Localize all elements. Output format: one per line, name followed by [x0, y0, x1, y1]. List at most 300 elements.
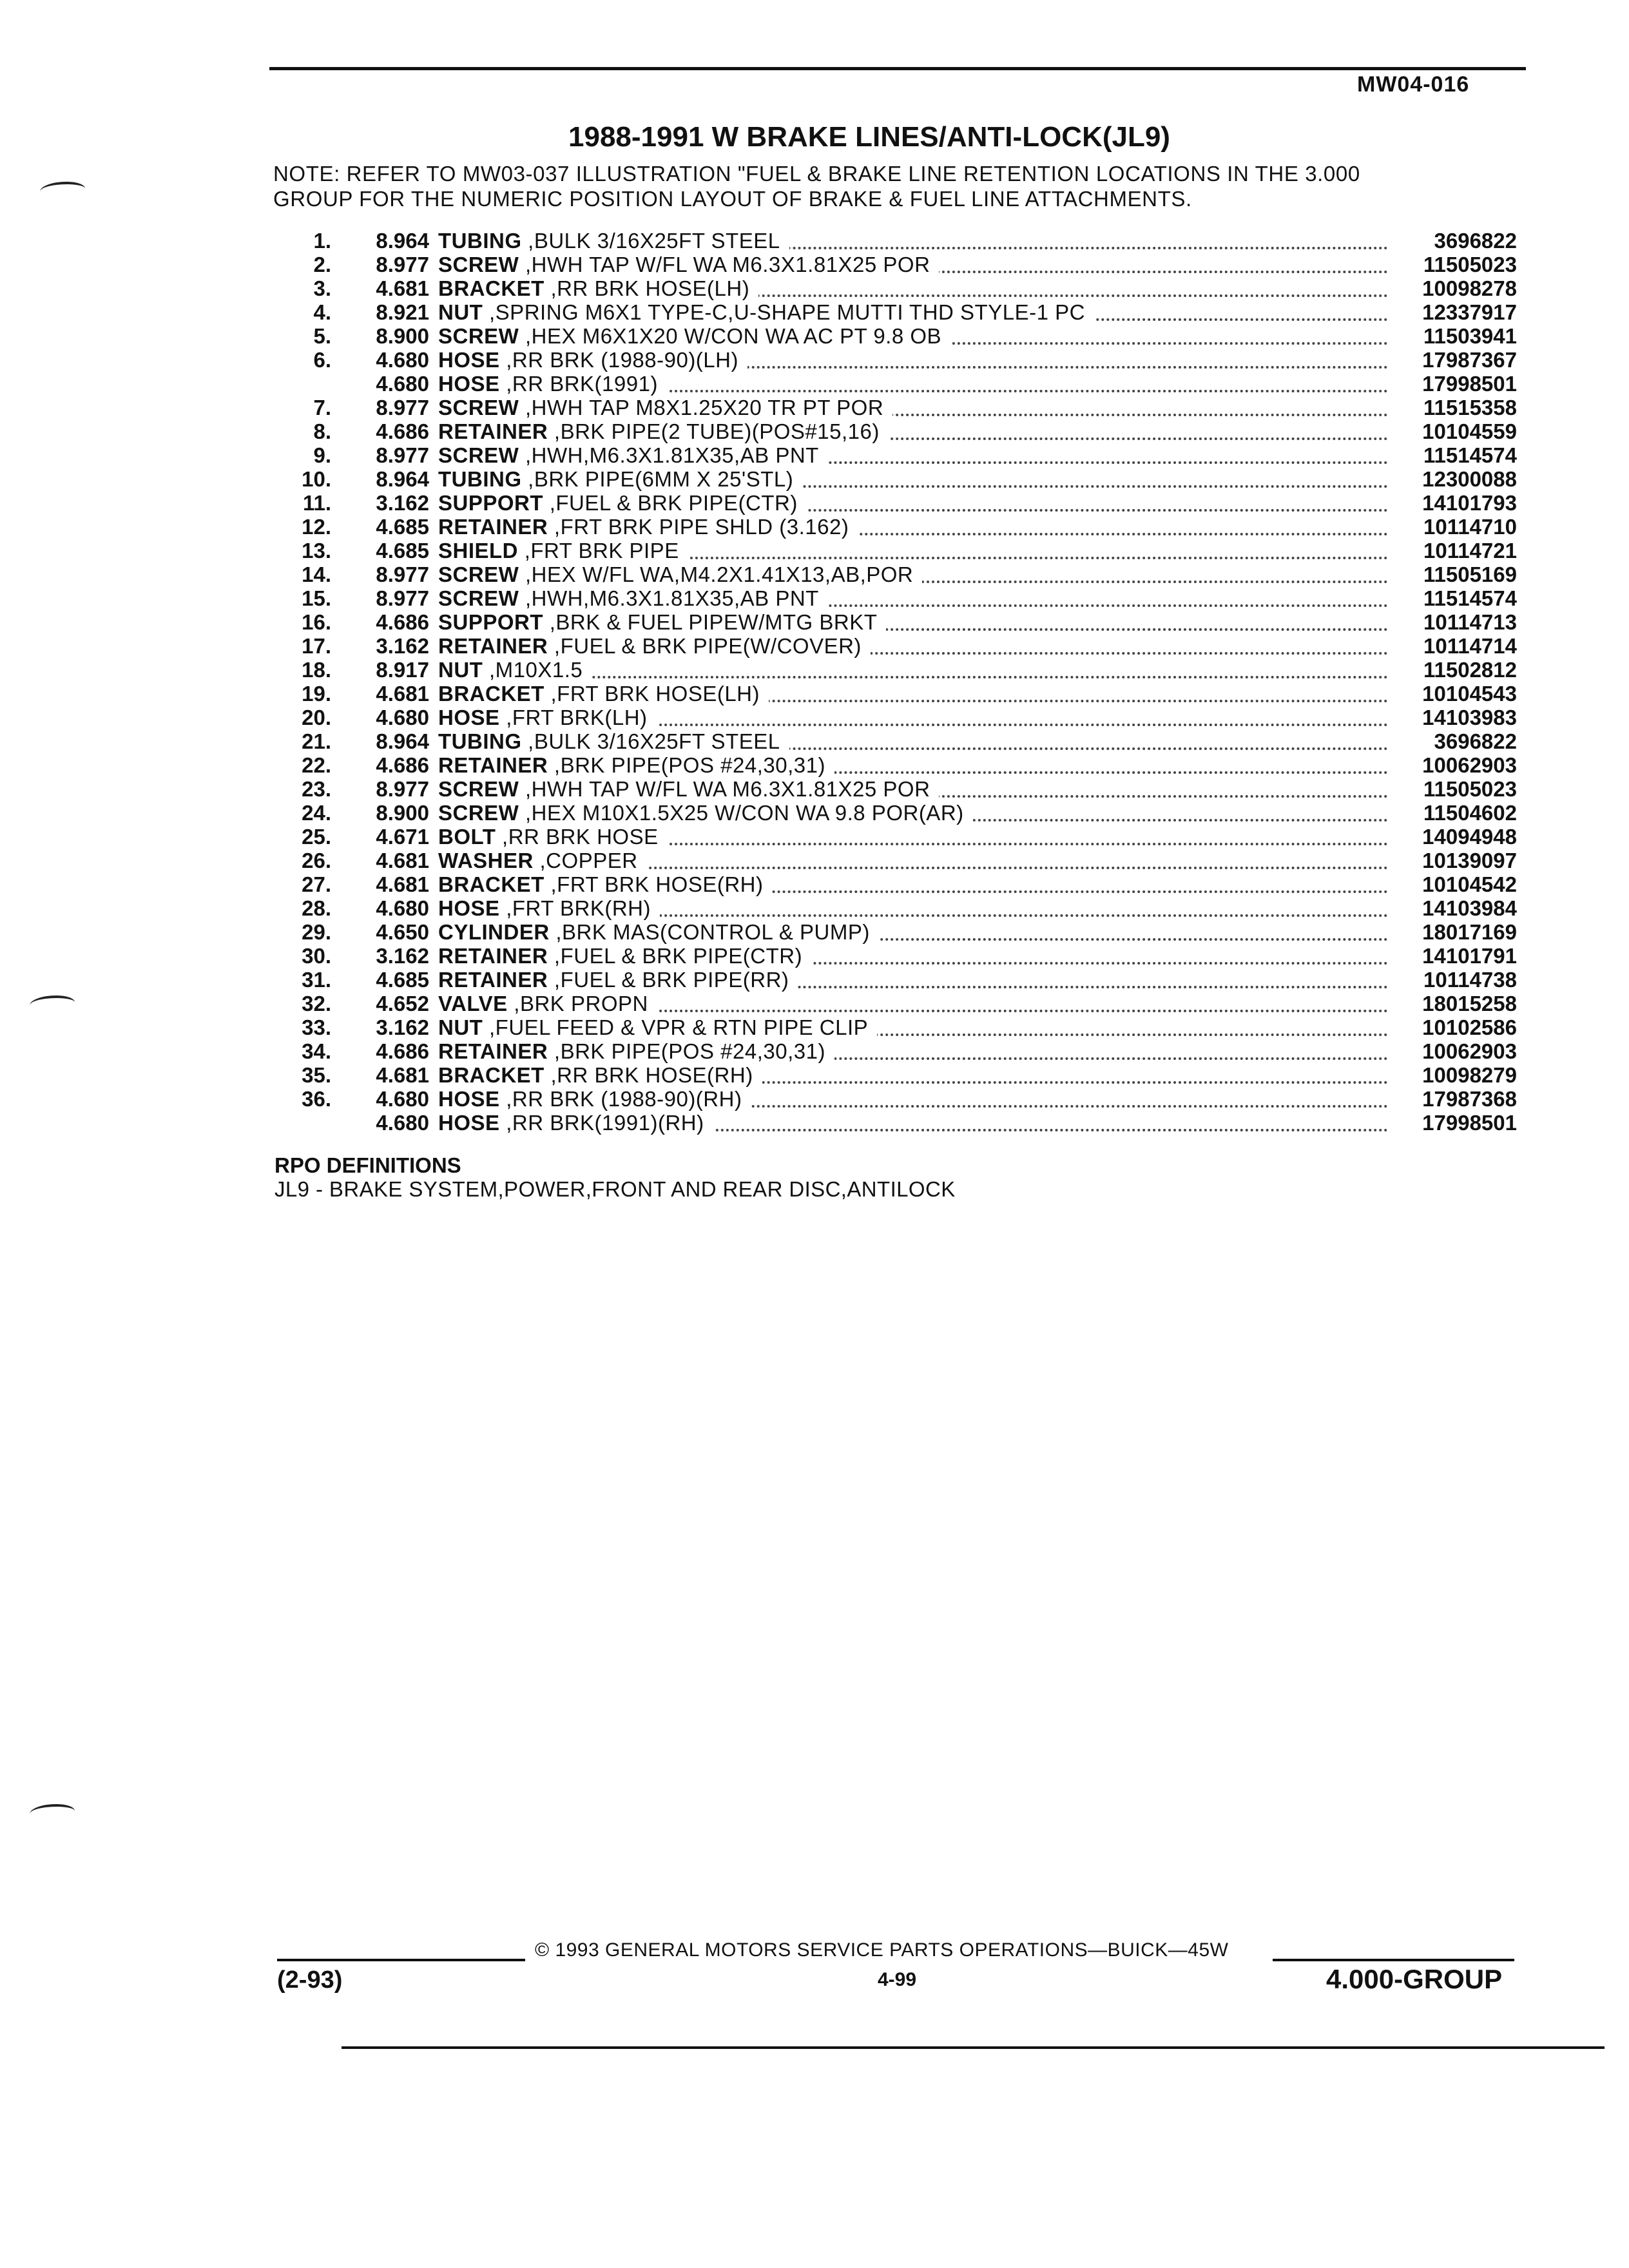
part-detail: ,SPRING M6X1 TYPE-C,U-SHAPE MUTTI THD STYLE-1 PC: [489, 300, 1085, 324]
copyright: © 1993 GENERAL MOTORS SERVICE PARTS OPERATIONS—BUICK—45W: [535, 1939, 1229, 1961]
part-number: 10102586: [1422, 1015, 1517, 1039]
part-number: 14094948: [1422, 825, 1517, 849]
part-detail: ,BRK PIPE(POS #24,30,31): [554, 753, 825, 777]
part-row: [273, 968, 1517, 992]
part-detail: ,FRT BRK HOSE(RH): [550, 872, 764, 896]
group-number: 8.977: [376, 586, 429, 610]
description-text: [438, 253, 939, 276]
part-description: [438, 586, 1388, 611]
group-number: 3.162: [376, 1015, 429, 1039]
part-description: [438, 706, 1388, 730]
part-number: 3696822: [1434, 229, 1517, 253]
part-name: RETAINER: [438, 515, 548, 539]
part-description: [438, 491, 1388, 515]
part-row: [273, 300, 1517, 324]
group-number: 4.671: [376, 825, 429, 849]
item-number: 4.: [313, 300, 331, 324]
item-number: 32.: [302, 992, 331, 1015]
group-number: 8.977: [376, 562, 429, 586]
part-row: [273, 562, 1517, 586]
group-number: 4.681: [376, 849, 429, 872]
part-number: 17987368: [1422, 1087, 1517, 1111]
part-row: [273, 729, 1517, 753]
part-row: [273, 1015, 1517, 1039]
part-row: [273, 753, 1517, 777]
part-row: [273, 920, 1517, 944]
group-number: 4.681: [376, 276, 429, 300]
description-text: [438, 896, 660, 920]
item-number: 28.: [302, 896, 331, 920]
group-number: 8.977: [376, 253, 429, 276]
part-description: [438, 968, 1388, 992]
description-text: [438, 443, 828, 467]
part-name: HOSE: [438, 348, 500, 372]
part-row: [273, 610, 1517, 634]
rpo-definition: JL9 - BRAKE SYSTEM,POWER,FRONT AND REAR DISC,ANTILOCK: [275, 1177, 956, 1201]
part-description: [438, 1015, 1388, 1040]
description-text: [438, 634, 871, 658]
group-number: 4.686: [376, 610, 429, 634]
part-row: [273, 896, 1517, 920]
part-number: 14101793: [1422, 491, 1517, 515]
description-text: [438, 229, 789, 253]
description-text: [438, 682, 769, 706]
part-name: RETAINER: [438, 968, 548, 992]
item-number: 11.: [302, 491, 331, 515]
part-name: TUBING: [438, 467, 522, 491]
part-row: [273, 872, 1517, 896]
description-text: [438, 872, 772, 896]
item-number: 36.: [302, 1087, 331, 1111]
group-number: 3.162: [376, 491, 429, 515]
part-row: [273, 777, 1517, 801]
part-row: [273, 253, 1517, 276]
punch-mark: [30, 1804, 75, 1821]
item-number: 23.: [302, 777, 331, 801]
item-number: 19.: [302, 682, 331, 706]
part-detail: ,HEX W/FL WA,M4.2X1.41X13,AB,POR: [525, 562, 914, 586]
part-detail: ,FUEL & BRK PIPE(RR): [554, 968, 789, 992]
group-number: 3.162: [376, 634, 429, 658]
part-name: RETAINER: [438, 753, 548, 777]
part-number: 10114738: [1423, 968, 1517, 992]
part-detail: ,RR BRK(1991)(RH): [506, 1111, 704, 1135]
part-name: HOSE: [438, 372, 500, 396]
part-row: [273, 443, 1517, 467]
group-number: 8.964: [376, 467, 429, 491]
part-description: [438, 777, 1388, 802]
part-detail: ,HWH TAP W/FL WA M6.3X1.81X25 POR: [525, 777, 930, 801]
part-number: 10114713: [1423, 610, 1517, 634]
item-number: 22.: [302, 753, 331, 777]
item-number: 7.: [313, 396, 331, 419]
part-row: [273, 491, 1517, 515]
item-number: 5.: [313, 324, 331, 348]
part-number: 10114721: [1423, 539, 1517, 562]
part-description: [438, 562, 1388, 587]
group-number: 8.977: [376, 777, 429, 801]
group-number: 4.686: [376, 419, 429, 443]
part-row: [273, 419, 1517, 443]
part-name: HOSE: [438, 1087, 500, 1111]
part-row: [273, 396, 1517, 419]
part-row: [273, 372, 1517, 396]
part-detail: ,RR BRK HOSE: [502, 825, 659, 849]
group-number: 4.681: [376, 872, 429, 896]
description-text: [438, 706, 657, 729]
part-name: SCREW: [438, 801, 519, 825]
part-detail: ,M10X1.5: [489, 658, 583, 682]
item-number: 17.: [302, 634, 331, 658]
part-name: VALVE: [438, 992, 508, 1015]
part-description: [438, 1039, 1388, 1064]
part-description: [438, 467, 1388, 492]
part-number: 10104559: [1422, 419, 1517, 443]
part-number: 11514574: [1423, 443, 1517, 467]
part-description: [438, 849, 1388, 873]
part-name: SCREW: [438, 777, 519, 801]
description-text: [438, 992, 657, 1015]
item-number: 31.: [302, 968, 331, 992]
part-name: HOSE: [438, 896, 500, 920]
page-title: 1988-1991 W BRAKE LINES/ANTI-LOCK(JL9): [568, 121, 1170, 153]
part-number: 14101791: [1422, 944, 1517, 968]
part-name: CYLINDER: [438, 920, 550, 944]
part-detail: ,HWH,M6.3X1.81X35,AB PNT: [525, 586, 819, 610]
part-description: [438, 229, 1388, 253]
part-detail: ,FRT BRK PIPE SHLD (3.162): [554, 515, 849, 539]
part-detail: ,BRK MAS(CONTROL & PUMP): [555, 920, 870, 944]
group-number: 4.680: [376, 1087, 429, 1111]
item-number: 25.: [302, 825, 331, 849]
part-description: [438, 276, 1388, 301]
part-description: [438, 1087, 1388, 1111]
part-number: 12337917: [1422, 300, 1517, 324]
part-number: 10062903: [1422, 753, 1517, 777]
item-number: 6.: [313, 348, 331, 372]
part-number: 17987367: [1422, 348, 1517, 372]
part-name: WASHER: [438, 849, 534, 872]
part-name: SCREW: [438, 586, 519, 610]
item-number: 33.: [302, 1015, 331, 1039]
item-number: 3.: [313, 276, 331, 300]
part-number: 11515358: [1423, 396, 1517, 419]
group-number: 4.680: [376, 1111, 429, 1135]
part-number: 14103983: [1422, 706, 1517, 729]
part-detail: ,FRT BRK HOSE(LH): [550, 682, 760, 706]
part-name: SCREW: [438, 324, 519, 348]
part-description: [438, 944, 1388, 968]
item-number: 2.: [313, 253, 331, 276]
document-ref: MW04-016: [1357, 72, 1470, 97]
item-number: 15.: [302, 586, 331, 610]
part-description: [438, 324, 1388, 349]
part-number: 10114714: [1423, 634, 1517, 658]
part-row: [273, 1087, 1517, 1111]
part-row: [273, 658, 1517, 682]
part-name: HOSE: [438, 706, 500, 729]
part-detail: ,BRK & FUEL PIPEW/MTG BRKT: [549, 610, 878, 634]
part-detail: ,HWH,M6.3X1.81X35,AB PNT: [525, 443, 819, 467]
part-name: SCREW: [438, 253, 519, 276]
item-number: 16.: [302, 610, 331, 634]
part-description: [438, 801, 1388, 825]
description-text: [438, 276, 758, 300]
item-number: 13.: [302, 539, 331, 562]
part-detail: ,BRK PIPE(2 TUBE)(POS#15,16): [554, 419, 880, 443]
group-number: 4.680: [376, 896, 429, 920]
part-number: 10098279: [1422, 1063, 1517, 1087]
top-rule: [269, 67, 1526, 70]
part-number: 10114710: [1423, 515, 1517, 539]
item-number: 24.: [302, 801, 331, 825]
part-description: [438, 920, 1388, 945]
part-name: SCREW: [438, 562, 519, 586]
part-number: 17998501: [1422, 372, 1517, 396]
group-number: 4.680: [376, 348, 429, 372]
part-detail: ,FRT BRK(LH): [506, 706, 648, 729]
description-text: [438, 1087, 751, 1111]
part-number: 11503941: [1423, 324, 1517, 348]
part-detail: ,BULK 3/16X25FT STEEL: [528, 229, 780, 253]
description-text: [438, 1039, 834, 1063]
part-description: [438, 753, 1388, 778]
part-row: [273, 1039, 1517, 1063]
item-number: 14.: [302, 562, 331, 586]
part-row: [273, 229, 1517, 253]
part-row: [273, 515, 1517, 539]
description-text: [438, 920, 879, 944]
group-number: 4.650: [376, 920, 429, 944]
group-number: 3.162: [376, 944, 429, 968]
item-number: 35.: [302, 1063, 331, 1087]
description-text: [438, 1111, 713, 1135]
group-number: 4.681: [376, 1063, 429, 1087]
group-number: 4.685: [376, 515, 429, 539]
part-row: [273, 276, 1517, 300]
item-number: 1.: [313, 229, 331, 253]
description-text: [438, 372, 667, 396]
group-number: 4.685: [376, 968, 429, 992]
part-row: [273, 634, 1517, 658]
part-detail: ,BRK PROPN: [514, 992, 648, 1015]
part-name: RETAINER: [438, 419, 548, 443]
part-name: BRACKET: [438, 1063, 545, 1087]
description-text: [438, 1063, 762, 1087]
description-text: [438, 324, 950, 348]
part-name: RETAINER: [438, 1039, 548, 1063]
bottom-rule: [342, 2046, 1605, 2049]
item-number: 21.: [302, 729, 331, 753]
group-label: 4.000-GROUP: [1326, 1964, 1503, 1994]
description-text: [438, 753, 834, 777]
page-number: 4-99: [878, 1969, 917, 1990]
part-detail: ,FRT BRK PIPE: [524, 539, 679, 562]
item-number: 30.: [302, 944, 331, 968]
part-detail: ,RR BRK (1988-90)(LH): [506, 348, 738, 372]
punch-mark: [40, 182, 85, 198]
part-description: [438, 682, 1388, 706]
group-number: 8.917: [376, 658, 429, 682]
description-text: [438, 968, 798, 992]
part-name: SHIELD: [438, 539, 519, 562]
part-name: SCREW: [438, 396, 519, 419]
note: [273, 161, 1498, 211]
part-detail: ,BRK PIPE(POS #24,30,31): [554, 1039, 825, 1063]
part-description: [438, 872, 1388, 897]
part-row: [273, 1063, 1517, 1087]
part-row: [273, 586, 1517, 610]
part-row: [273, 706, 1517, 729]
part-detail: ,HWH TAP M8X1.25X20 TR PT POR: [525, 396, 884, 419]
part-row: [273, 348, 1517, 372]
part-description: [438, 1111, 1388, 1135]
part-detail: ,HEX M10X1.5X25 W/CON WA 9.8 POR(AR): [525, 801, 964, 825]
part-detail: ,FRT BRK(RH): [506, 896, 651, 920]
punch-mark: [30, 995, 75, 1012]
part-row: [273, 944, 1517, 968]
part-detail: ,FUEL & BRK PIPE(CTR): [549, 491, 798, 515]
group-number: 4.680: [376, 706, 429, 729]
part-name: HOSE: [438, 1111, 500, 1135]
revision-date: (2-93): [277, 1966, 343, 1994]
item-number: 26.: [302, 849, 331, 872]
part-detail: ,COPPER: [539, 849, 638, 872]
item-number: 12.: [302, 515, 331, 539]
part-number: 18017169: [1422, 920, 1517, 944]
item-number: 9.: [313, 443, 331, 467]
footer-rule-left: [277, 1959, 525, 1961]
part-detail: ,FUEL & BRK PIPE(CTR): [554, 944, 803, 968]
part-description: [438, 396, 1388, 420]
part-row: [273, 682, 1517, 706]
part-row: [273, 1111, 1517, 1135]
part-number: 17998501: [1422, 1111, 1517, 1135]
part-name: BRACKET: [438, 682, 545, 706]
part-description: [438, 896, 1388, 921]
part-description: [438, 539, 1388, 563]
group-number: 4.681: [376, 682, 429, 706]
description-text: [438, 610, 886, 634]
description-text: [438, 396, 892, 419]
part-description: [438, 300, 1388, 325]
group-number: 4.685: [376, 539, 429, 562]
part-number: 11505023: [1423, 253, 1517, 276]
part-detail: ,HEX M6X1X20 W/CON WA AC PT 9.8 OB: [525, 324, 942, 348]
description-text: [438, 1015, 877, 1039]
part-description: [438, 419, 1388, 444]
part-number: 10098278: [1422, 276, 1517, 300]
part-number: 14103984: [1422, 896, 1517, 920]
group-number: 8.900: [376, 801, 429, 825]
item-number: 27.: [302, 872, 331, 896]
description-text: [438, 586, 828, 610]
part-description: [438, 992, 1388, 1016]
part-number: 12300088: [1422, 467, 1517, 491]
part-name: RETAINER: [438, 634, 548, 658]
description-text: [438, 849, 647, 872]
part-row: [273, 825, 1517, 849]
part-description: [438, 372, 1388, 396]
description-text: [438, 777, 939, 801]
part-row: [273, 801, 1517, 825]
part-number: 10062903: [1422, 1039, 1517, 1063]
part-detail: ,RR BRK HOSE(RH): [550, 1063, 753, 1087]
part-detail: ,RR BRK (1988-90)(RH): [506, 1087, 742, 1111]
description-text: [438, 658, 592, 682]
group-number: 8.964: [376, 229, 429, 253]
part-description: [438, 610, 1388, 635]
group-number: 8.977: [376, 443, 429, 467]
part-detail: ,BULK 3/16X25FT STEEL: [528, 729, 780, 753]
part-description: [438, 729, 1388, 754]
part-description: [438, 443, 1388, 468]
group-number: 4.680: [376, 372, 429, 396]
part-name: BOLT: [438, 825, 496, 849]
part-name: RETAINER: [438, 944, 548, 968]
part-name: SUPPORT: [438, 491, 544, 515]
description-text: [438, 515, 858, 539]
part-description: [438, 348, 1388, 372]
description-text: [438, 348, 747, 372]
part-number: 3696822: [1434, 729, 1517, 753]
part-row: [273, 849, 1517, 872]
part-description: [438, 825, 1388, 849]
description-text: [438, 300, 1094, 324]
part-number: 11514574: [1423, 586, 1517, 610]
part-detail: ,RR BRK(1991): [506, 372, 658, 396]
group-number: 8.900: [376, 324, 429, 348]
part-name: NUT: [438, 300, 483, 324]
description-text: [438, 729, 789, 753]
rpo-heading: RPO DEFINITIONS: [275, 1153, 461, 1177]
part-row: [273, 992, 1517, 1015]
part-description: [438, 634, 1388, 658]
part-detail: ,FUEL & BRK PIPE(W/COVER): [554, 634, 862, 658]
part-detail: ,RR BRK HOSE(LH): [550, 276, 750, 300]
description-text: [438, 825, 668, 849]
part-detail: ,FUEL FEED & VPR & RTN PIPE CLIP: [489, 1015, 869, 1039]
group-number: 4.686: [376, 1039, 429, 1063]
part-detail: ,BRK PIPE(6MM X 25'STL): [528, 467, 794, 491]
part-number: 11505169: [1423, 562, 1517, 586]
parts-list: [273, 229, 1517, 1135]
description-text: [438, 467, 802, 491]
description-text: [438, 944, 811, 968]
item-number: 29.: [302, 920, 331, 944]
part-name: BRACKET: [438, 872, 545, 896]
part-description: [438, 658, 1388, 682]
part-row: [273, 539, 1517, 562]
part-name: TUBING: [438, 229, 522, 253]
part-detail: ,HWH TAP W/FL WA M6.3X1.81X25 POR: [525, 253, 930, 276]
description-text: [438, 562, 922, 586]
description-text: [438, 419, 889, 443]
part-row: [273, 324, 1517, 348]
group-number: 8.977: [376, 396, 429, 419]
part-number: 18015258: [1422, 992, 1517, 1015]
part-name: TUBING: [438, 729, 522, 753]
group-number: 4.686: [376, 753, 429, 777]
item-number: 20.: [302, 706, 331, 729]
part-name: SUPPORT: [438, 610, 544, 634]
part-row: [273, 467, 1517, 491]
part-name: SCREW: [438, 443, 519, 467]
part-number: 11504602: [1423, 801, 1517, 825]
group-number: 8.921: [376, 300, 429, 324]
group-number: 8.964: [376, 729, 429, 753]
part-number: 11502812: [1423, 658, 1517, 682]
